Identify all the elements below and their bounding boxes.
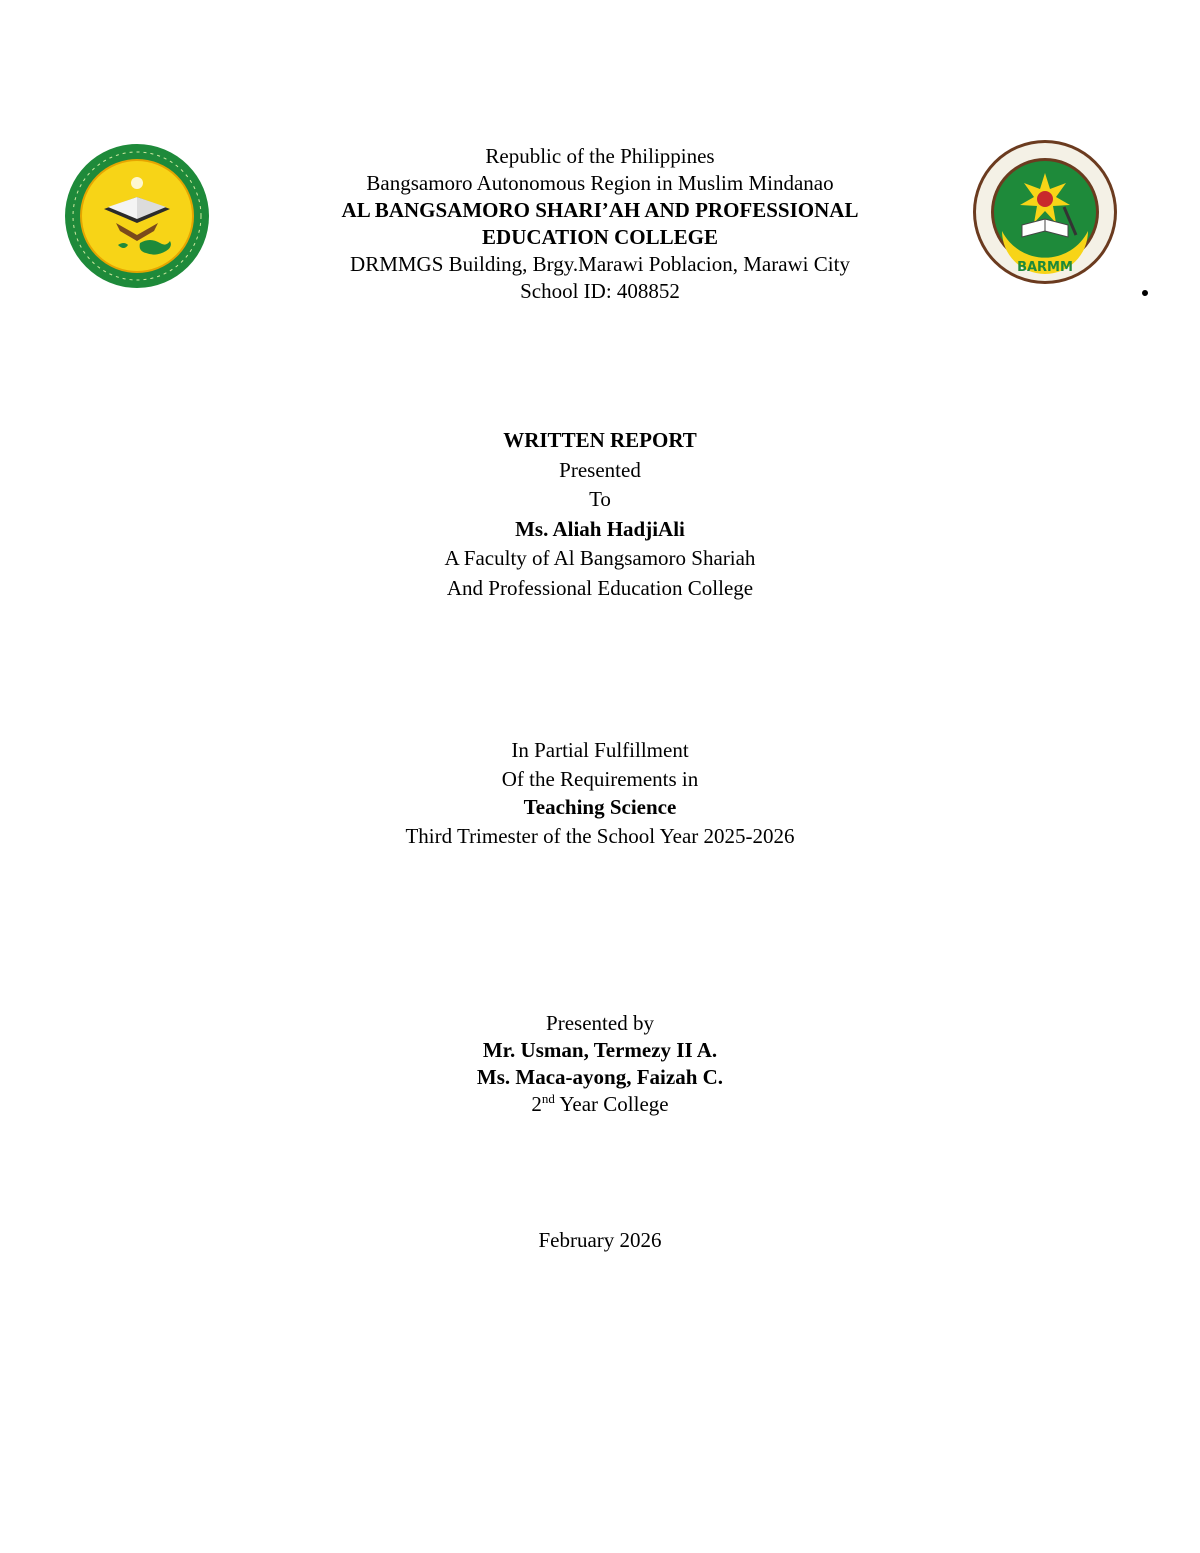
year-level-line (200, 1091, 1000, 1118)
college-seal-icon (64, 143, 210, 289)
fulfillment-line-2: Of the Requirements in (501, 766, 699, 791)
country-line: Republic of the Philippines (485, 144, 715, 168)
school-name-line-2: EDUCATION COLLEGE (482, 225, 718, 249)
recipient-name: Ms. Aliah HadjiAli (515, 516, 685, 541)
presenters-section (200, 1010, 1000, 1118)
term-line: Third Trimester of the School Year 2025-2026 (405, 823, 795, 848)
subject-name: Teaching Science (523, 795, 677, 819)
presenter-name: Mr. Usman, Termezy II A. (482, 1038, 718, 1062)
date-section (200, 1227, 1000, 1254)
stray-dot (1142, 290, 1148, 296)
fulfillment-section (200, 736, 1000, 850)
year-suffix: nd (541, 1091, 555, 1106)
presented-by-label: Presented by (546, 1011, 654, 1035)
school-name-line-1: AL BANGSAMORO SHARI’AH AND PROFESSIONAL (341, 198, 859, 222)
report-section (200, 426, 1000, 603)
year-text: Year College (554, 1092, 669, 1116)
presented-line: Presented (559, 457, 641, 482)
school-id-line: School ID: 408852 (520, 279, 680, 303)
fulfillment-line-1: In Partial Fulfillment (511, 738, 689, 762)
presenter-name: Ms. Maca-ayong, Faizah C. (476, 1065, 724, 1089)
year-number: 2 (531, 1092, 542, 1116)
recipient-role-2: And Professional Education College (446, 575, 754, 600)
college-seal-logo (64, 143, 210, 289)
report-date: February 2026 (538, 1228, 662, 1252)
region-line: Bangsamoro Autonomous Region in Muslim Mindanao (366, 171, 834, 195)
recipient-role-1: A Faculty of Al Bangsamoro Shariah (444, 546, 756, 570)
letterhead (200, 143, 1000, 305)
address-line: DRMMGS Building, Brgy.Marawi Poblacion, Marawi City (350, 252, 850, 276)
report-title: WRITTEN REPORT (503, 428, 697, 452)
seal-text: BARMM (1017, 260, 1073, 275)
to-line: To (589, 487, 611, 511)
